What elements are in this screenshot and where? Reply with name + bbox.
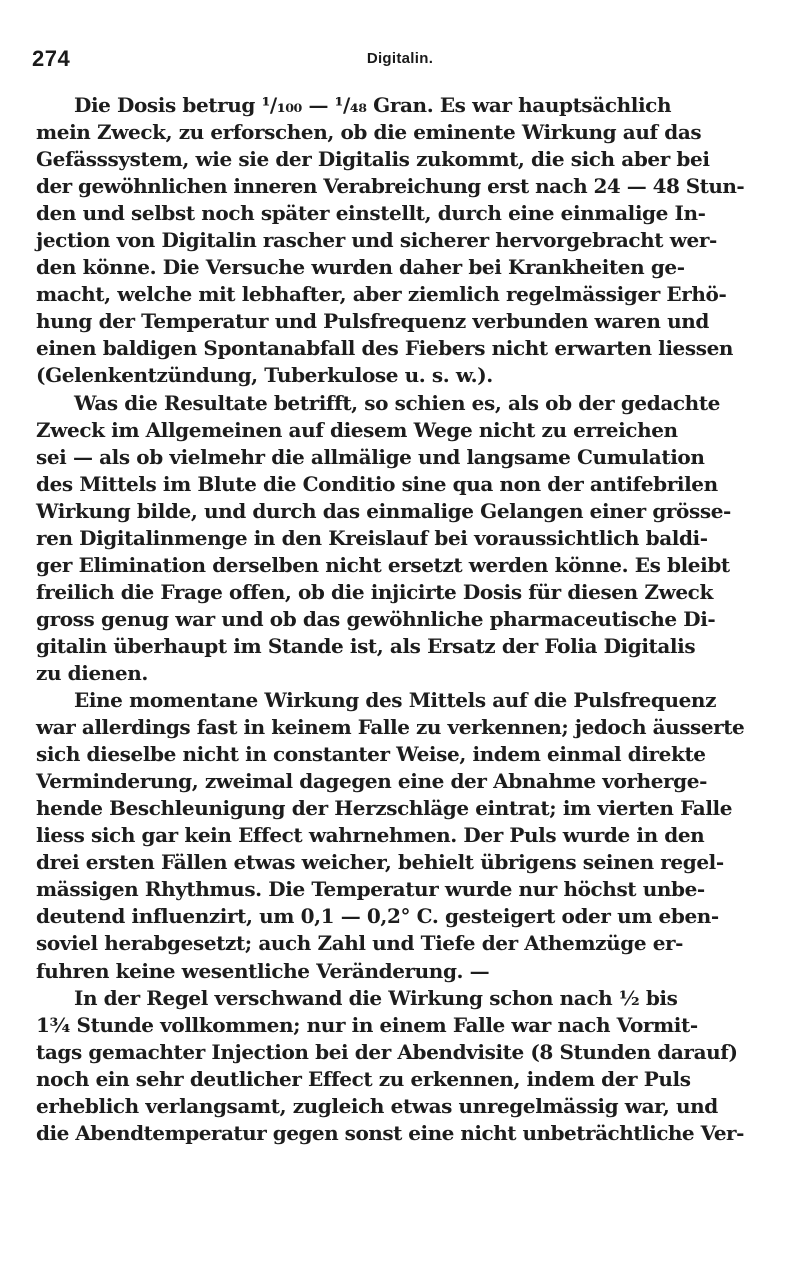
text-line: liess sich gar kein Effect wahrnehmen. Der Puls wurde in den (36, 823, 705, 848)
text-line: mein Zweck, zu erforschen, ob die eminente Wirkung auf das (36, 120, 702, 145)
page-number: 274 (32, 46, 71, 71)
text-line: sich dieselbe nicht in constanter Weise, indem einmal direkte (36, 742, 706, 767)
running-title: Digitalin. (366, 50, 434, 67)
text-line: drei ersten Fällen etwas weicher, behielt übrigens seinen regel- (36, 850, 724, 875)
text-line: (Gelenkentzündung, Tuberkulose u. s. w.). (36, 363, 493, 388)
text-line: hende Beschleunigung der Herzschläge eintrat; im vierten Falle (36, 796, 733, 821)
text-line: Gefässsystem, wie sie der Digitalis zukommt, die sich aber bei (36, 147, 710, 172)
text-line: freilich die Frage offen, ob die injicirte Dosis für diesen Zweck (36, 579, 713, 604)
text-line: zu dienen. (36, 660, 148, 685)
text-line: macht, welche mit lebhafter, aber ziemlich regelmässiger Erhö- (36, 282, 727, 307)
text-line: fuhren keine wesentliche Veränderung. — (36, 958, 490, 983)
text-line: gross genug war und ob das gewöhnliche pharmaceutische Di- (36, 606, 716, 631)
text-line: Die Dosis betrug ¹/₁₀₀ — ¹/₄₈ Gran. Es war hauptsächlich (74, 93, 672, 117)
text-line: jection von Digitalin rascher und sicherer hervorgebracht wer- (36, 228, 717, 253)
text-line: deutend influenzirt, um 0,1 — 0,2° C. gesteigert oder um eben- (36, 904, 719, 929)
text-line: 1¾ Stunde vollkommen; nur in einem Falle war nach Vormit- (36, 1012, 698, 1037)
text-line: den und selbst noch später einstellt, durch eine einmalige In- (36, 201, 706, 226)
text-line: mässigen Rhythmus. Die Temperatur wurde nur höchst unbe- (36, 877, 705, 902)
text-line: gitalin überhaupt im Stande ist, als Ersatz der Folia Digitalis (36, 633, 696, 658)
text-line: sei — als ob vielmehr die allmälige und langsame Cumulation (36, 444, 705, 469)
text-line: hung der Temperatur und Pulsfrequenz verbunden waren und (36, 309, 709, 334)
text-line: ren Digitalinmenge in den Kreislauf bei voraussichtlich baldi- (36, 525, 708, 550)
text-line: noch ein sehr deutlicher Effect zu erkennen, indem der Puls (36, 1066, 691, 1091)
text-line: Zweck im Allgemeinen auf diesem Wege nicht zu erreichen (36, 417, 678, 442)
text-line: In der Regel verschwand die Wirkung schon nach ½ bis (74, 985, 678, 1010)
text-line: Wirkung bilde, und durch das einmalige Gelangen einer grösse- (36, 498, 731, 523)
text-line: war allerdings fast in keinem Falle zu verkennen; jedoch äusserte (36, 715, 745, 740)
text-line: Eine momentane Wirkung des Mittels auf die Pulsfrequenz (74, 688, 717, 713)
text-line: einen baldigen Spontanabfall des Fiebers nicht erwarten liessen (36, 336, 734, 361)
text-line: Verminderung, zweimal dagegen eine der Abnahme vorherge- (36, 769, 707, 794)
text-line: die Abendtemperatur gegen sonst eine nicht unbeträchtliche Ver- (36, 1120, 744, 1145)
body-text (36, 92, 744, 1147)
text-line: Was die Resultate betrifft, so schien es, als ob der gedachte (74, 390, 720, 415)
text-line: erheblich verlangsamt, zugleich etwas unregelmässig war, und (36, 1093, 718, 1118)
text-line: tags gemachter Injection bei der Abendvisite (8 Stunden darauf) (36, 1039, 738, 1064)
text-line: ger Elimination derselben nicht ersetzt werden könne. Es bleibt (36, 552, 730, 577)
text-line: den könne. Die Versuche wurden daher bei Krankheiten ge- (36, 255, 685, 280)
text-line: des Mittels im Blute die Conditio sine qua non der antifebrilen (36, 471, 718, 496)
text-line: der gewöhnlichen inneren Verabreichung erst nach 24 — 48 Stun- (36, 174, 745, 199)
text-line: soviel herabgesetzt; auch Zahl und Tiefe der Athemzüge er- (36, 931, 684, 956)
page-header (32, 46, 768, 76)
